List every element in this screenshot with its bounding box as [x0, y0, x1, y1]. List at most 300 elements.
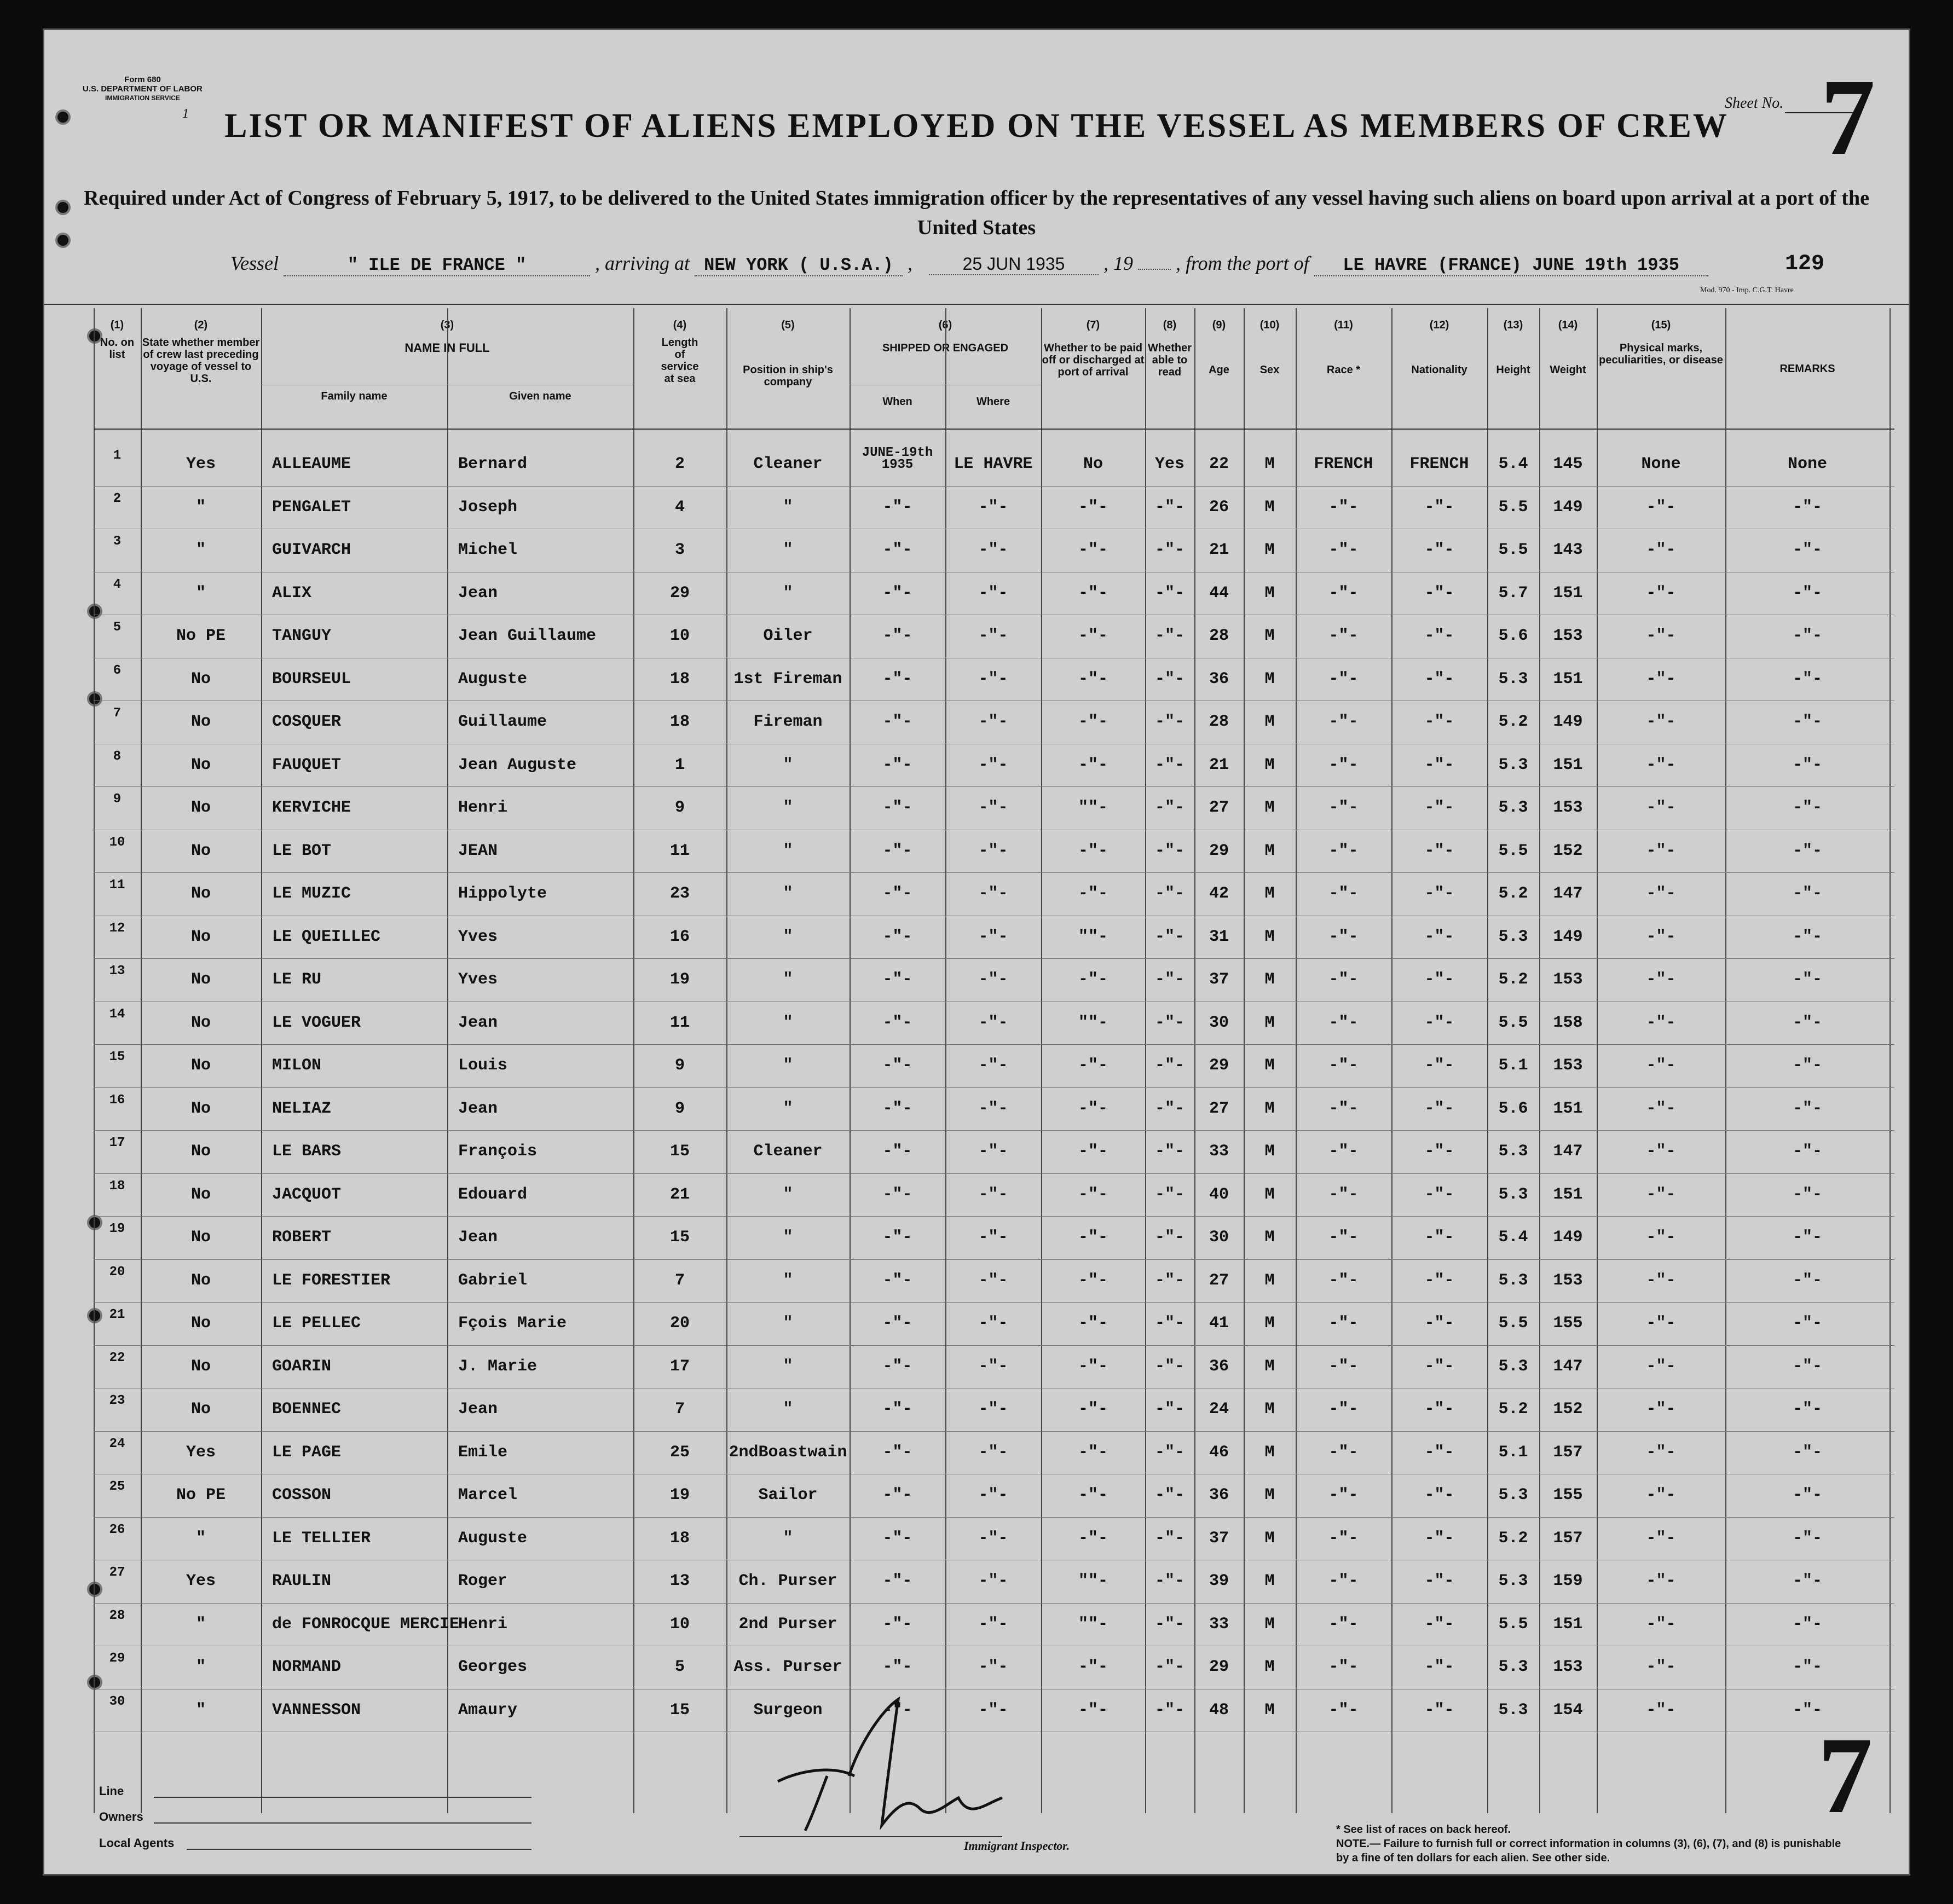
cell-remarks: -"-	[1792, 1529, 1822, 1548]
col-5-header: (5) Position in ship's company	[743, 319, 833, 388]
cell-no: 7	[113, 706, 122, 721]
cell-prev: No	[190, 713, 211, 731]
cell-weight: 151	[1553, 755, 1583, 774]
cell-family: COSSON	[272, 1486, 332, 1504]
cell-given: Joseph	[458, 497, 518, 517]
cell-given: Bernard	[458, 455, 528, 473]
cell-paid: -"-	[1078, 1443, 1108, 1462]
cell-family: VANNESSON	[272, 1700, 361, 1720]
cell-age: 21	[1209, 541, 1229, 559]
cell-prev: No PE	[176, 1486, 226, 1504]
family-name-header: Family name	[321, 390, 388, 402]
cell-age: 31	[1209, 927, 1229, 946]
cell-service: 15	[669, 1142, 690, 1161]
cell-where: -"-	[978, 1486, 1008, 1504]
cell-family: MILON	[272, 1056, 322, 1075]
cell-paid: -"-	[1078, 541, 1108, 559]
cell-prev: No	[190, 1099, 211, 1118]
cell-prev: "	[195, 583, 206, 603]
cell-paid: -"-	[1078, 497, 1108, 517]
cell-remarks: -"-	[1792, 1142, 1822, 1161]
cell-remarks: None	[1787, 455, 1827, 473]
cell-given: Gabriel	[458, 1271, 528, 1290]
cell-age: 48	[1209, 1700, 1229, 1720]
cell-weight: 149	[1553, 927, 1583, 946]
cell-sex: M	[1264, 583, 1275, 603]
cell-read: -"-	[1154, 1099, 1184, 1118]
cell-given: Auguste	[458, 1529, 528, 1548]
cell-remarks: -"-	[1792, 1658, 1822, 1676]
cell-marks: -"-	[1646, 1013, 1676, 1032]
cell-race: -"-	[1328, 1056, 1359, 1075]
cell-no: 21	[109, 1307, 125, 1322]
cell-read: -"-	[1154, 1486, 1184, 1504]
cell-family: NELIAZ	[272, 1099, 332, 1118]
cell-height: 5.2	[1498, 970, 1528, 989]
cell-given: Yves	[458, 970, 498, 989]
cell-given: Jean	[458, 1013, 498, 1032]
cell-no: 29	[109, 1651, 125, 1666]
cell-given: Edouard	[458, 1185, 528, 1204]
cell-race: -"-	[1328, 1572, 1359, 1590]
cell-given: Michel	[458, 541, 518, 559]
cell-sex: M	[1264, 798, 1275, 817]
cell-position: "	[783, 1228, 793, 1247]
cell-read: -"-	[1154, 497, 1184, 517]
cell-paid: -"-	[1078, 1099, 1108, 1118]
cell-position: "	[783, 798, 793, 817]
cell-family: ALIX	[272, 583, 312, 603]
cell-family: LE QUEILLEC	[272, 927, 381, 946]
cell-sex: M	[1264, 1614, 1275, 1634]
cell-weight: 153	[1553, 970, 1583, 989]
table-row	[94, 703, 1890, 746]
cell-marks: -"-	[1646, 1658, 1676, 1676]
vessel-line: Vessel " ILE DE FRANCE " , arriving at NEW YORK ( U.S.A.) , 25 JUN 1935 , 19 , from the port of LE HAVRE (FRANCE) JUNE 19th 1935	[230, 252, 1708, 276]
date-stamp: 25 JUN 1935	[929, 254, 1099, 275]
cell-age: 37	[1209, 970, 1229, 989]
cell-nat: -"-	[1424, 627, 1454, 645]
cell-marks: -"-	[1646, 497, 1676, 517]
cell-age: 40	[1209, 1185, 1229, 1204]
cell-where: -"-	[978, 884, 1008, 903]
cell-weight: 147	[1553, 1142, 1583, 1161]
cell-remarks: -"-	[1792, 970, 1822, 989]
cell-paid: -"-	[1078, 1400, 1108, 1419]
cell-where: -"-	[978, 713, 1008, 731]
cell-read: -"-	[1154, 541, 1184, 559]
cell-sex: M	[1264, 713, 1275, 731]
cell-remarks: -"-	[1792, 497, 1822, 517]
cell-race: -"-	[1328, 798, 1359, 817]
cell-no: 18	[109, 1178, 125, 1194]
table-row	[94, 1648, 1890, 1691]
cell-when: JUNE-19th 1935	[862, 445, 933, 472]
punch-hole	[55, 109, 71, 125]
table-row	[94, 960, 1890, 1004]
col-6-header: (6) SHIPPED OR ENGAGED	[882, 319, 1009, 354]
cell-race: -"-	[1328, 927, 1359, 946]
cell-race: -"-	[1328, 1529, 1359, 1548]
table-row	[94, 1347, 1890, 1391]
cell-marks: -"-	[1646, 627, 1676, 645]
cell-race: -"-	[1328, 1099, 1359, 1118]
cell-height: 5.2	[1498, 884, 1528, 903]
cell-where: -"-	[978, 1185, 1008, 1204]
cell-nat: -"-	[1424, 1486, 1454, 1504]
cell-race: -"-	[1328, 541, 1359, 559]
table-row	[94, 531, 1890, 574]
cell-prev: No PE	[176, 627, 226, 645]
cell-no: 16	[109, 1092, 125, 1108]
cell-when: -"-	[882, 1572, 912, 1590]
cell-where: -"-	[978, 1572, 1008, 1590]
cell-service: 25	[669, 1443, 690, 1462]
cell-height: 5.3	[1498, 755, 1528, 774]
cell-service: 18	[669, 669, 690, 688]
cell-given: JEAN	[458, 841, 498, 860]
cell-service: 23	[669, 884, 690, 903]
cell-read: -"-	[1154, 755, 1184, 774]
cell-when: -"-	[882, 1400, 912, 1419]
cell-when: -"-	[882, 1314, 912, 1333]
cell-nat: -"-	[1424, 1700, 1454, 1720]
cell-height: 5.5	[1498, 841, 1528, 860]
col-9-header: (9) Age	[1209, 319, 1229, 376]
cell-prev: No	[190, 1013, 211, 1032]
cell-marks: -"-	[1646, 1529, 1676, 1548]
cell-paid: -"-	[1078, 1142, 1108, 1161]
cell-given: Henri	[458, 798, 508, 817]
cell-family: LE RU	[272, 970, 322, 989]
cell-given: Guillaume	[458, 713, 547, 731]
from-label: , from the port of	[1176, 252, 1309, 274]
cell-race: -"-	[1328, 627, 1359, 645]
cell-read: -"-	[1154, 1013, 1184, 1032]
cell-no: 3	[113, 534, 122, 549]
cell-where: -"-	[978, 1400, 1008, 1419]
cell-given: Auguste	[458, 669, 528, 688]
table-row	[94, 574, 1890, 617]
cell-family: LE TELLIER	[272, 1529, 371, 1548]
cell-remarks: -"-	[1792, 669, 1822, 688]
sheet-number-bottom: 7	[1818, 1715, 1873, 1836]
cell-nat: -"-	[1424, 1400, 1454, 1419]
cell-given: Marcel	[458, 1486, 518, 1504]
cell-when: -"-	[882, 1099, 912, 1118]
cell-paid: ""-	[1078, 798, 1108, 817]
cell-race: -"-	[1328, 669, 1359, 688]
cell-prev: "	[195, 1529, 206, 1548]
cell-prev: "	[195, 541, 206, 559]
cell-weight: 155	[1553, 1314, 1583, 1333]
cell-race: -"-	[1328, 1443, 1359, 1462]
shipped-where-header: Where	[976, 396, 1010, 408]
cell-nat: -"-	[1424, 1056, 1454, 1075]
cell-sex: M	[1264, 1271, 1275, 1290]
table-row	[94, 1605, 1890, 1648]
cell-age: 21	[1209, 755, 1229, 774]
cell-position: "	[783, 497, 793, 517]
form-block	[83, 75, 203, 103]
cell-sex: M	[1264, 541, 1275, 559]
cell-weight: 151	[1553, 669, 1583, 688]
punch-hole	[55, 200, 71, 215]
col-8-header: (8) Whether able to read	[1148, 319, 1192, 378]
cell-paid: -"-	[1078, 1658, 1108, 1676]
cell-nat: -"-	[1424, 1357, 1454, 1376]
cell-no: 26	[109, 1522, 125, 1537]
cell-age: 46	[1209, 1443, 1229, 1462]
cell-read: -"-	[1154, 713, 1184, 731]
cell-no: 4	[113, 577, 122, 592]
cell-position: Oiler	[763, 627, 813, 645]
cell-when: -"-	[882, 669, 912, 688]
cell-age: 36	[1209, 1357, 1229, 1376]
cell-prev: Yes	[186, 1572, 216, 1590]
cell-family: BOURSEUL	[272, 669, 351, 688]
cell-service: 10	[669, 627, 690, 645]
cell-read: -"-	[1154, 1185, 1184, 1204]
cell-age: 29	[1209, 841, 1229, 860]
cell-remarks: -"-	[1792, 1056, 1822, 1075]
table-row	[94, 1476, 1890, 1519]
cell-age: 27	[1209, 1271, 1229, 1290]
cell-family: COSQUER	[272, 713, 342, 731]
agents-label: Local Agents	[99, 1836, 175, 1850]
cell-no: 1	[113, 448, 122, 463]
cell-position: Cleaner	[753, 455, 823, 473]
cell-height: 5.3	[1498, 927, 1528, 946]
cell-family: GUIVARCH	[272, 541, 351, 559]
cell-service: 10	[669, 1614, 690, 1634]
cell-age: 27	[1209, 798, 1229, 817]
cell-where: -"-	[978, 1271, 1008, 1290]
cell-service: 3	[674, 541, 685, 559]
line-label: Line	[99, 1784, 124, 1798]
table-row	[94, 1218, 1890, 1261]
cell-marks: -"-	[1646, 841, 1676, 860]
cell-sex: M	[1264, 455, 1275, 473]
cell-paid: -"-	[1078, 1056, 1108, 1075]
cell-paid: ""-	[1078, 1572, 1108, 1590]
cell-position: 1st Fireman	[733, 669, 842, 688]
cell-when: -"-	[882, 841, 912, 860]
cell-prev: No	[190, 669, 211, 688]
cell-where: -"-	[978, 627, 1008, 645]
sheet-label: Sheet No.	[1725, 95, 1784, 112]
cell-when: -"-	[882, 541, 912, 559]
cell-nat: -"-	[1424, 1314, 1454, 1333]
cell-sex: M	[1264, 1013, 1275, 1032]
cell-sex: M	[1264, 884, 1275, 903]
cell-height: 5.5	[1498, 1614, 1528, 1634]
cell-nat: -"-	[1424, 841, 1454, 860]
cell-no: 25	[109, 1479, 125, 1494]
cell-marks: -"-	[1646, 1314, 1676, 1333]
cell-remarks: -"-	[1792, 1013, 1822, 1032]
cell-family: LE VOGUER	[272, 1013, 361, 1032]
cell-nat: -"-	[1424, 927, 1454, 946]
cell-marks: -"-	[1646, 1486, 1676, 1504]
cell-remarks: -"-	[1792, 884, 1822, 903]
cell-height: 5.3	[1498, 1185, 1528, 1204]
cell-weight: 143	[1553, 541, 1583, 559]
cell-sex: M	[1264, 1185, 1275, 1204]
cell-nat: -"-	[1424, 1185, 1454, 1204]
cell-service: 20	[669, 1314, 690, 1333]
cell-service: 15	[669, 1700, 690, 1720]
owners-field	[154, 1822, 531, 1824]
cell-weight: 153	[1553, 1658, 1583, 1676]
cell-sex: M	[1264, 497, 1275, 517]
cell-where: -"-	[978, 1443, 1008, 1462]
cell-sex: M	[1264, 1400, 1275, 1419]
cell-remarks: -"-	[1792, 1572, 1822, 1590]
cell-nat: -"-	[1424, 497, 1454, 517]
col-10-header: (10) Sex	[1259, 319, 1280, 376]
cell-age: 29	[1209, 1056, 1229, 1075]
cell-race: -"-	[1328, 1314, 1359, 1333]
arriving-port: NEW YORK ( U.S.A.)	[695, 255, 903, 276]
cell-when: -"-	[882, 1443, 912, 1462]
cell-weight: 153	[1553, 1056, 1583, 1075]
cell-family: JACQUOT	[272, 1185, 342, 1204]
cell-age: 36	[1209, 1486, 1229, 1504]
cell-paid: -"-	[1078, 884, 1108, 903]
line-field	[154, 1797, 531, 1798]
cell-prev: No	[190, 1228, 211, 1247]
cell-weight: 149	[1553, 497, 1583, 517]
cell-race: -"-	[1328, 755, 1359, 774]
cell-where: -"-	[978, 1614, 1008, 1634]
shipped-when-header: When	[882, 396, 912, 408]
table-row	[94, 617, 1890, 660]
cell-marks: -"-	[1646, 1099, 1676, 1118]
cell-service: 9	[674, 798, 685, 817]
cell-age: 28	[1209, 713, 1229, 731]
table-row	[94, 660, 1890, 703]
cell-position: Cleaner	[753, 1142, 823, 1161]
cell-paid: -"-	[1078, 755, 1108, 774]
cell-no: 11	[109, 878, 125, 893]
cell-paid: -"-	[1078, 1271, 1108, 1290]
table-row	[94, 1046, 1890, 1090]
col-11-header: (11) Race *	[1326, 319, 1361, 376]
cell-nat: -"-	[1424, 1142, 1454, 1161]
cell-position: Ch. Purser	[738, 1572, 837, 1590]
cell-nat: -"-	[1424, 1271, 1454, 1290]
cell-when: -"-	[882, 713, 912, 731]
cell-weight: 157	[1553, 1443, 1583, 1462]
col-16-header: REMARKS	[1779, 363, 1835, 375]
cell-position: "	[783, 1013, 793, 1032]
cell-position: "	[783, 841, 793, 860]
cell-no: 30	[109, 1694, 125, 1709]
cell-where: -"-	[978, 1357, 1008, 1376]
cell-given: Yves	[458, 927, 498, 946]
agents-field	[187, 1849, 531, 1850]
cell-service: 11	[669, 1013, 690, 1032]
cell-nat: -"-	[1424, 1099, 1454, 1118]
cell-nat: -"-	[1424, 1228, 1454, 1247]
cell-no: 15	[109, 1050, 125, 1064]
cell-no: 13	[109, 964, 125, 979]
cell-family: TANGUY	[272, 627, 332, 645]
cell-family: LE MUZIC	[272, 884, 351, 903]
cell-marks: -"-	[1646, 1271, 1676, 1290]
cell-age: 33	[1209, 1142, 1229, 1161]
col-1-header: (1) No. on list	[100, 319, 135, 361]
col-4-header: (4) Length of service at sea	[661, 319, 699, 385]
cell-no: 12	[109, 921, 125, 936]
cell-nat: -"-	[1424, 1614, 1454, 1634]
cell-where: -"-	[978, 1142, 1008, 1161]
cell-remarks: -"-	[1792, 1185, 1822, 1204]
service-name: IMMIGRATION SERVICE	[105, 94, 180, 102]
cell-paid: No	[1083, 455, 1103, 473]
col-14-header: (14) Weight	[1550, 319, 1586, 376]
cell-prev: No	[190, 970, 211, 989]
cell-prev: No	[190, 1271, 211, 1290]
cell-given: Georges	[458, 1658, 528, 1676]
cell-remarks: -"-	[1792, 841, 1822, 860]
cell-weight: 149	[1553, 1228, 1583, 1247]
cell-position: Fireman	[753, 713, 823, 731]
cell-paid: -"-	[1078, 669, 1108, 688]
inspector-line	[739, 1836, 1002, 1837]
cell-race: -"-	[1328, 970, 1359, 989]
cell-paid: ""-	[1078, 1614, 1108, 1634]
cell-weight: 153	[1553, 798, 1583, 817]
year-label: , 19	[1103, 252, 1133, 274]
cell-nat: -"-	[1424, 1658, 1454, 1676]
cell-height: 5.4	[1498, 1228, 1528, 1247]
cell-race: -"-	[1328, 1486, 1359, 1504]
owners-label: Owners	[99, 1810, 143, 1824]
manifest-table	[94, 308, 1894, 1813]
cell-given: Jean	[458, 1228, 498, 1247]
cell-height: 5.2	[1498, 1529, 1528, 1548]
cell-given: Fçois Marie	[458, 1314, 567, 1333]
cell-height: 5.3	[1498, 1700, 1528, 1720]
cell-weight: 149	[1553, 713, 1583, 731]
cell-prev: "	[195, 497, 206, 517]
cell-age: 24	[1209, 1400, 1229, 1419]
cell-age: 22	[1209, 455, 1229, 473]
cell-family: LE FORESTIER	[272, 1271, 391, 1290]
cell-where: -"-	[978, 1314, 1008, 1333]
cell-service: 9	[674, 1056, 685, 1075]
cell-sex: M	[1264, 1486, 1275, 1504]
page-number: 129	[1785, 252, 1825, 276]
cell-sex: M	[1264, 1357, 1275, 1376]
cell-weight: 154	[1553, 1700, 1583, 1720]
cell-height: 5.1	[1498, 1056, 1528, 1075]
cell-race: -"-	[1328, 713, 1359, 731]
race-footnote: * See list of races on back hereof.	[1336, 1824, 1511, 1836]
cell-service: 19	[669, 970, 690, 989]
cell-service: 15	[669, 1228, 690, 1247]
cell-prev: No	[190, 1357, 211, 1376]
cell-race: -"-	[1328, 1228, 1359, 1247]
cell-weight: 151	[1553, 1614, 1583, 1634]
cell-age: 30	[1209, 1228, 1229, 1247]
cell-where: -"-	[978, 583, 1008, 603]
col-15-header: (15) Physical marks, peculiarities, or disease	[1599, 319, 1723, 366]
cell-when: -"-	[882, 884, 912, 903]
cell-race: -"-	[1328, 583, 1359, 603]
